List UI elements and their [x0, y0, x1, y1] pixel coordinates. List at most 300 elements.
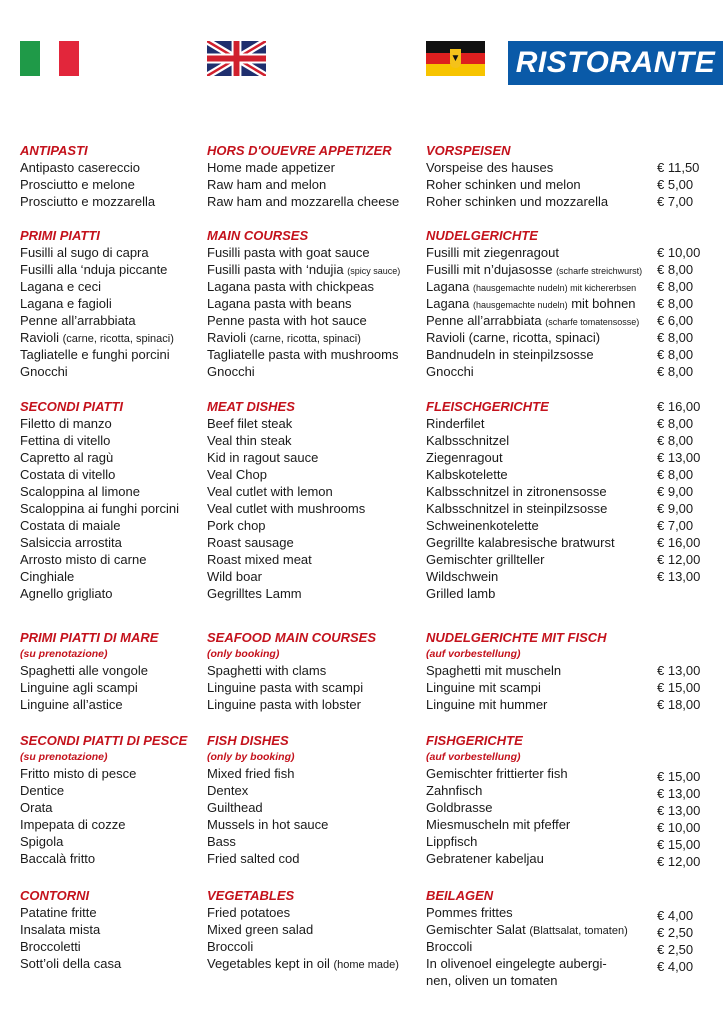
menu-item — [20, 534, 179, 551]
dish-name: Gegrilltes Lamm — [207, 586, 302, 601]
dish-name: Rinderfilet — [426, 416, 485, 431]
italy-flag-icon — [20, 41, 79, 76]
price-column — [657, 398, 700, 585]
menu-item — [20, 679, 158, 696]
menu-item — [20, 551, 179, 568]
section-subheading: (only booking) — [207, 648, 280, 660]
menu-item — [207, 585, 365, 602]
menu-item — [426, 534, 615, 551]
menu-item — [207, 500, 365, 517]
dish-name: Capretto al ragù — [20, 450, 114, 465]
dish-name: Fusilli mit ziegenragout — [426, 245, 559, 260]
dish-name: Pork chop — [207, 518, 266, 533]
price: € 8,00 — [657, 347, 694, 362]
section-heading: FISH DISHES — [207, 733, 289, 748]
dish-name: Ziegenragout — [426, 450, 503, 465]
menu-item — [20, 466, 179, 483]
eagle-icon: ▼ — [450, 49, 461, 68]
menu-item — [426, 278, 642, 295]
dish-name: Broccoli — [426, 939, 473, 954]
dish-name: Gemischter Salat — [426, 922, 526, 937]
price: € 5,00 — [657, 177, 694, 192]
dish-name: Filetto di manzo — [20, 416, 112, 431]
dish-name: Broccoli — [207, 939, 254, 954]
dish-note: (carne, ricotta, spinaci) — [62, 333, 174, 345]
dish-name: Prosciutto e melone — [20, 177, 135, 192]
column-de — [426, 629, 607, 713]
column-de — [426, 398, 615, 602]
price: € 16,00 — [657, 399, 701, 414]
menu-item — [20, 850, 187, 867]
menu-item — [20, 765, 187, 782]
menu-item — [20, 662, 158, 679]
price: € 13,00 — [657, 569, 701, 584]
menu-item — [207, 955, 399, 972]
menu-item — [426, 261, 642, 278]
price-column — [657, 662, 700, 713]
menu-item — [20, 938, 121, 955]
dish-name: Fusilli mit n’dujasosse — [426, 262, 553, 277]
menu-item — [426, 696, 607, 713]
section-heading: FISHGERICHTE — [426, 733, 523, 748]
price: € 10,00 — [657, 245, 701, 260]
dish-name: Lagana — [426, 296, 470, 311]
menu-item — [20, 955, 121, 972]
menu-item — [20, 517, 179, 534]
dish-name: Lagana — [426, 279, 470, 294]
menu-item — [20, 449, 179, 466]
menu-item — [20, 568, 179, 585]
menu-item — [20, 295, 174, 312]
dish-name: Raw ham and melon — [207, 177, 327, 192]
price: € 8,00 — [657, 330, 694, 345]
menu-item — [426, 955, 628, 972]
menu-item — [426, 432, 615, 449]
column-en — [207, 732, 328, 867]
menu-item — [426, 662, 607, 679]
dish-name: Fusilli pasta with goat sauce — [207, 245, 370, 260]
menu-item — [20, 833, 187, 850]
dish-note: (hausgemachte nudeln) mit kichererbsen — [473, 283, 637, 293]
section-heading: NUDELGERICHTE — [426, 228, 538, 243]
dish-name: Fritto misto di pesce — [20, 766, 137, 781]
menu-item — [207, 568, 365, 585]
dish-name: Gnocchi — [426, 364, 474, 379]
dish-name: nen, oliven un tomaten — [426, 973, 558, 988]
dish-name: Ravioli — [20, 330, 60, 345]
price: € 4,00 — [657, 908, 694, 923]
dish-name: Gegrillte kalabresische bratwurst — [426, 535, 615, 550]
section-heading: MAIN COURSES — [207, 228, 309, 243]
dish-name: Patatine fritte — [20, 905, 97, 920]
menu-item — [207, 261, 400, 278]
menu-item — [426, 159, 608, 176]
menu-item — [20, 278, 174, 295]
menu-item — [207, 176, 399, 193]
dish-name: Fusilli alla ‘nduja piccante — [20, 262, 168, 277]
column-it — [20, 629, 158, 713]
menu-item — [207, 850, 328, 867]
section-heading: PRIMI PIATTI — [20, 228, 100, 243]
menu-item — [207, 329, 400, 346]
dish-note: (scharfe tomatensosse) — [545, 317, 640, 327]
menu-item — [207, 938, 399, 955]
menu-item — [20, 312, 174, 329]
menu-item — [426, 938, 628, 955]
dish-name: Impepata di cozze — [20, 817, 126, 832]
section-heading: CONTORNI — [20, 888, 90, 903]
dish-name: Mixed fried fish — [207, 766, 295, 781]
uk-flag-icon — [207, 41, 266, 76]
column-de — [426, 887, 628, 989]
menu-item — [207, 662, 376, 679]
column-en — [207, 398, 365, 602]
menu-item — [207, 466, 365, 483]
column-it — [20, 398, 179, 602]
menu-item — [20, 483, 179, 500]
menu-item — [426, 193, 608, 210]
dish-name: Gebratener kabeljau — [426, 851, 544, 866]
dish-name: Fried potatoes — [207, 905, 291, 920]
menu-item — [207, 696, 376, 713]
price: € 2,50 — [657, 925, 694, 940]
dish-name: Insalata mista — [20, 922, 101, 937]
menu-item — [426, 972, 628, 989]
dish-name: Tagliatelle pasta with mushrooms — [207, 347, 399, 362]
column-en — [207, 629, 376, 713]
germany-flag-icon — [426, 41, 485, 76]
column-de — [426, 142, 608, 210]
dish-name: Spigola — [20, 834, 64, 849]
column-it — [20, 732, 187, 867]
price: € 11,50 — [657, 160, 700, 175]
dish-name: Guilthead — [207, 800, 263, 815]
section-heading: VEGETABLES — [207, 888, 295, 903]
dish-name: Miesmuscheln mit pfeffer — [426, 817, 571, 832]
dish-note: (spicy sauce) — [347, 266, 401, 276]
dish-name: Penne all’arrabbiata — [426, 313, 542, 328]
menu-item — [20, 193, 155, 210]
menu-item — [426, 585, 615, 602]
menu-item — [20, 585, 179, 602]
dish-name: Veal thin steak — [207, 433, 292, 448]
column-en — [207, 887, 399, 989]
price: € 8,00 — [657, 279, 694, 294]
menu-item — [20, 346, 174, 363]
menu-item — [426, 816, 570, 833]
dish-name: Roher schinken und mozzarella — [426, 194, 609, 209]
menu-item — [20, 500, 179, 517]
dish-name: Penne pasta with hot sauce — [207, 313, 367, 328]
menu-item — [20, 904, 121, 921]
dish-note: (home made) — [333, 959, 399, 971]
dish-name: Dentice — [20, 783, 65, 798]
menu-item — [207, 904, 399, 921]
menu-item — [20, 921, 121, 938]
dish-name-rest: mit bohnen — [571, 296, 636, 311]
dish-name: Veal Chop — [207, 467, 267, 482]
menu-item — [207, 159, 399, 176]
column-en — [207, 142, 399, 210]
dish-name: Broccoletti — [20, 939, 81, 954]
price: € 8,00 — [657, 296, 694, 311]
column-it — [20, 142, 155, 210]
dish-name: Ravioli (carne, ricotta, spinaci) — [426, 330, 601, 345]
price: € 13,00 — [657, 786, 701, 801]
menu-item — [20, 261, 174, 278]
menu-item — [207, 517, 365, 534]
menu-item — [20, 432, 179, 449]
dish-name: Spaghetti mit muscheln — [426, 663, 562, 678]
menu-item — [207, 483, 365, 500]
menu-item — [207, 363, 400, 380]
menu-item — [207, 782, 328, 799]
menu-item — [426, 363, 642, 380]
dish-name: Roast mixed meat — [207, 552, 312, 567]
dish-name: Lippfisch — [426, 834, 478, 849]
price: € 13,00 — [657, 663, 701, 678]
dish-name: Costata di vitello — [20, 467, 116, 482]
section-subheading: (auf vorbestellung) — [426, 751, 521, 763]
menu-item — [207, 312, 400, 329]
price-column — [657, 159, 699, 210]
menu-item — [207, 278, 400, 295]
section-subheading: (only by booking) — [207, 751, 295, 763]
dish-name: Roast sausage — [207, 535, 294, 550]
dish-name: Beef filet steak — [207, 416, 293, 431]
dish-name: Bandnudeln in steinpilzsosse — [426, 347, 594, 362]
price: € 16,00 — [657, 535, 701, 550]
dish-name: Mixed green salad — [207, 922, 314, 937]
price: € 8,00 — [657, 416, 694, 431]
menu-item — [426, 346, 642, 363]
menu-item — [426, 500, 615, 517]
column-de — [426, 227, 642, 380]
dish-name: Gnocchi — [207, 364, 255, 379]
dish-name: Antipasto casereccio — [20, 160, 140, 175]
menu-item — [20, 244, 174, 261]
menu-item — [207, 346, 400, 363]
menu-item — [426, 568, 615, 585]
menu-item — [207, 816, 328, 833]
dish-name: Lagana pasta with chickpeas — [207, 279, 374, 294]
dish-name: Prosciutto e mozzarella — [20, 194, 156, 209]
menu-item — [207, 449, 365, 466]
price-column — [657, 768, 700, 870]
menu-item — [20, 696, 158, 713]
price: € 15,00 — [657, 769, 701, 784]
price: € 15,00 — [657, 680, 701, 695]
menu-item — [20, 363, 174, 380]
price: € 18,00 — [657, 697, 701, 712]
section-heading: SEAFOOD MAIN COURSES — [207, 630, 377, 645]
column-de — [426, 732, 570, 867]
menu-item — [426, 679, 607, 696]
menu-item — [426, 176, 608, 193]
menu-item — [426, 295, 642, 312]
price: € 7,00 — [657, 518, 694, 533]
menu-item — [20, 415, 179, 432]
dish-name: Spaghetti alle vongole — [20, 663, 148, 678]
price: € 4,00 — [657, 959, 694, 974]
price: € 8,00 — [657, 467, 694, 482]
section-subheading: (auf vorbestellung) — [426, 648, 521, 660]
menu-item — [207, 534, 365, 551]
dish-name: Gnocchi — [20, 364, 68, 379]
menu-item — [20, 799, 187, 816]
menu-item — [426, 415, 615, 432]
dish-name: Spaghetti with clams — [207, 663, 327, 678]
menu-item — [207, 551, 365, 568]
dish-name: Linguine pasta with lobster — [207, 697, 361, 712]
dish-name: Baccalà fritto — [20, 851, 96, 866]
dish-name: Linguine all’astice — [20, 697, 123, 712]
price: € 13,00 — [657, 450, 701, 465]
price: € 15,00 — [657, 837, 701, 852]
dish-name: Vorspeise des hauses — [426, 160, 554, 175]
price: € 10,00 — [657, 820, 701, 835]
dish-name: Vegetables kept in oil — [207, 956, 330, 971]
price-column — [657, 907, 693, 975]
menu-item — [426, 904, 628, 921]
menu-item — [20, 329, 174, 346]
dish-note: (scharfe streichwurst) — [556, 266, 643, 276]
dish-name: Linguine agli scampi — [20, 680, 138, 695]
dish-name: Scaloppina ai funghi porcini — [20, 501, 179, 516]
dish-name: Lagana e fagioli — [20, 296, 112, 311]
dish-note: (Blattsalat, tomaten) — [529, 925, 628, 937]
section-heading: HORS D'OUEVRE APPETIZER — [207, 143, 392, 158]
dish-name: Lagana e ceci — [20, 279, 101, 294]
price: € 12,00 — [657, 854, 701, 869]
dish-name: Wildschwein — [426, 569, 499, 584]
dish-name: Linguine pasta with scampi — [207, 680, 364, 695]
menu-item — [426, 799, 570, 816]
dish-name: Arrosto misto di carne — [20, 552, 147, 567]
menu-item — [426, 765, 570, 782]
section-heading: SECONDI PIATTI — [20, 399, 124, 414]
dish-name: Orata — [20, 800, 53, 815]
menu-item — [20, 816, 187, 833]
menu-item — [426, 551, 615, 568]
dish-name: Kalbsschnitzel in zitronensosse — [426, 484, 607, 499]
dish-name: Gemischter grillteller — [426, 552, 545, 567]
menu-item — [207, 833, 328, 850]
menu-item — [207, 415, 365, 432]
section-heading: MEAT DISHES — [207, 399, 295, 414]
dish-name: Scaloppina al limone — [20, 484, 140, 499]
price: € 13,00 — [657, 803, 701, 818]
price: € 8,00 — [657, 364, 694, 379]
dish-name: Goldbrasse — [426, 800, 493, 815]
dish-name: Salsiccia arrostita — [20, 535, 122, 550]
dish-name: Raw ham and mozzarella cheese — [207, 194, 400, 209]
dish-name: Schweinenkotelette — [426, 518, 539, 533]
price: € 8,00 — [657, 262, 694, 277]
section-subheading: (su prenotazione) — [20, 751, 108, 763]
menu-item — [426, 517, 615, 534]
menu-item — [426, 921, 628, 938]
dish-name: Dentex — [207, 783, 249, 798]
menu-item — [207, 972, 399, 989]
price: € 6,00 — [657, 313, 694, 328]
dish-name: Home made appetizer — [207, 160, 335, 175]
dish-name: Veal cutlet with lemon — [207, 484, 333, 499]
dish-name: Lagana pasta with beans — [207, 296, 352, 311]
dish-name: Kalbsschnitzel — [426, 433, 510, 448]
dish-name: Fusilli al sugo di capra — [20, 245, 149, 260]
menu-item — [207, 921, 399, 938]
menu-item — [426, 833, 570, 850]
dish-note: (hausgemachte nudeln) — [473, 300, 568, 310]
menu-item — [20, 782, 187, 799]
menu-item — [207, 432, 365, 449]
column-en — [207, 227, 400, 380]
dish-name: Cinghiale — [20, 569, 75, 584]
dish-name: Linguine mit scampi — [426, 680, 541, 695]
price: € 12,00 — [657, 552, 701, 567]
dish-note: (carne, ricotta, spinaci) — [249, 333, 361, 345]
menu-item — [207, 679, 376, 696]
section-heading: PRIMI PIATTI DI MARE — [20, 630, 159, 645]
menu-item — [426, 782, 570, 799]
section-heading: NUDELGERICHTE MIT FISCH — [426, 630, 607, 645]
price: € 7,00 — [657, 194, 694, 209]
menu-item — [426, 312, 642, 329]
dish-name: Penne all’arrabbiata — [20, 313, 136, 328]
section-heading: VORSPEISEN — [426, 143, 511, 158]
dish-name: Fusilli pasta with ‘ndujia — [207, 262, 344, 277]
dish-name: Fried salted cod — [207, 851, 300, 866]
column-it — [20, 887, 121, 989]
price: € 2,50 — [657, 942, 694, 957]
section-subheading: (su prenotazione) — [20, 648, 108, 660]
menu-item — [20, 176, 155, 193]
menu-item — [207, 193, 399, 210]
section-heading: ANTIPASTI — [20, 143, 88, 158]
dish-name: Bass — [207, 834, 236, 849]
section-heading: FLEISCHGERICHTE — [426, 399, 549, 414]
dish-name: Linguine mit hummer — [426, 697, 548, 712]
menu-item — [426, 483, 615, 500]
menu-item — [20, 972, 121, 989]
dish-name: Fettina di vitello — [20, 433, 111, 448]
restaurant-logo: RISTORANTE — [508, 41, 723, 85]
dish-name: Sott’oli della casa — [20, 956, 122, 971]
dish-name: Gemischter frittierter fish — [426, 766, 568, 781]
dish-name: Agnello grigliato — [20, 586, 113, 601]
menu-item — [426, 244, 642, 261]
menu-item — [426, 466, 615, 483]
dish-name: Zahnfisch — [426, 783, 483, 798]
column-it — [20, 227, 174, 380]
section-heading: SECONDI PIATTI DI PESCE — [20, 733, 188, 748]
dish-name: Costata di maiale — [20, 518, 121, 533]
dish-name: Veal cutlet with mushrooms — [207, 501, 366, 516]
price: € 8,00 — [657, 433, 694, 448]
dish-name: In olivenoel eingelegte aubergi- — [426, 956, 607, 971]
section-heading: BEILAGEN — [426, 888, 494, 903]
menu-item — [207, 244, 400, 261]
price: € 9,00 — [657, 501, 694, 516]
dish-name: Grilled lamb — [426, 586, 496, 601]
dish-name: Wild boar — [207, 569, 262, 584]
dish-name: Pommes frittes — [426, 905, 513, 920]
dish-name: Tagliatelle e funghi porcini — [20, 347, 170, 362]
price: € 9,00 — [657, 484, 694, 499]
menu-item — [207, 295, 400, 312]
dish-name: Kid in ragout sauce — [207, 450, 319, 465]
